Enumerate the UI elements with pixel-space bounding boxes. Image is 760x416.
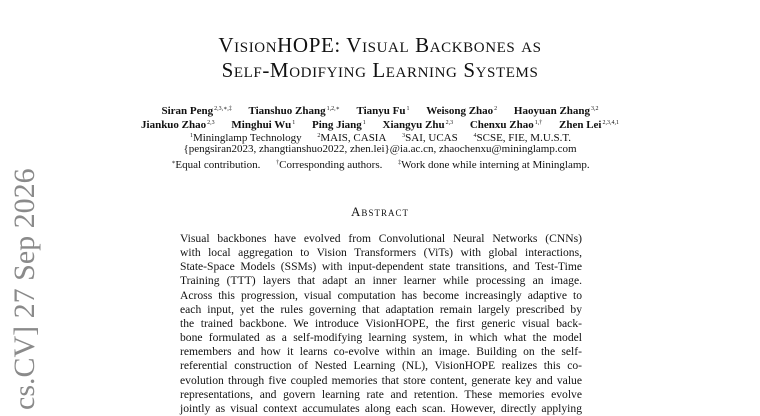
note: †Corresponding authors. [276,159,383,171]
note: ‡Work done while interning at Mininglamp. [398,159,590,171]
author: Xiangyu Zhu$^{2,3}$ [382,119,454,131]
abstract-body [180,232,582,416]
paper-title-line-1: VisionHOPE: Visual Backbones as [218,33,542,57]
author: Tianshuo Zhang$^{1,2,∗}$ [248,105,340,117]
author: Chenxu Zhao$^{1,\dagger}$ [469,119,543,131]
author: Jiankuo Zhao$^{2,3}$ [141,119,215,131]
author: Weisong Zhao$^2$ [426,105,498,117]
author: Tianyu Fu$^1$ [356,105,410,117]
abstract-line: the trained backbone. We introduce VisionHOPE, the first generic visual back- [180,316,582,330]
footnote-notes [0,157,760,172]
abstract-heading: Abstract [351,204,409,219]
abstract-line: representations, and govern learning rate and retention. These memories evolve [180,387,582,401]
abstract-line: Across this progression, visual computation has become increasingly adaptive to [180,288,582,302]
paper-title-line-2: Self-Modifying Learning Systems [221,58,539,82]
author: Minghui Wu$^1$ [231,119,296,131]
affiliation: $^1$Mininglamp Technology [189,132,302,144]
abstract-line: evolution through five coupled memories that store content, generate key and value [180,373,582,387]
abstract-line: each input, yet the rules governing that adaptation remain largely prescribed by [180,302,582,316]
affiliation: $^3$SAI, UCAS [402,132,458,144]
author: Ping Jiang$^1$ [311,119,366,131]
abstract-line: State-Space Models (SSMs) with input-dependent state transitions, and Test-Time [180,260,582,274]
author-emails: {pengsiran2023, zhangtianshuo2022, zhen.lei}@ia.ac.cn, zhaochenxu@mininglamp.com [183,143,577,155]
abstract-line: Training (TTT) layers that adapt an inner learner while processing an image. [180,274,582,288]
abstract-line: with local aggregation to Vision Transformers (ViTs) with global interactions, [180,246,582,260]
arxiv-identifier-stamp: cs.CV] 27 Sep 2026 [8,168,41,410]
abstract-line: Visual backbones have evolved from Convolutional Neural Networks (CNNs) [180,232,582,245]
author: Zhen Lei$^{2,3,4,1}$ [559,119,619,131]
abstract-line: remembers and how it learns co-evolve within an image. Building on the self- [180,345,582,359]
affiliation: $^2$MAIS, CASIA [317,132,387,144]
abstract-line: jointly as visual context accumulates along each scan. However, directly applying [180,401,582,415]
note: ∗Equal contribution. [171,159,261,171]
affiliation: $^4$SCSE, FIE, M.U.S.T. [473,132,572,144]
abstract-line: bone formulated as a self-modifying learning system, in which what the model [180,331,582,345]
abstract-line: referential construction of Nested Learning (NL), VisionHOPE realizes this co- [180,359,582,373]
author: Siran Peng$^{2,3,∗,\ddagger}$ [161,105,232,117]
author: Haoyuan Zhang$^{3,2}$ [513,105,599,117]
